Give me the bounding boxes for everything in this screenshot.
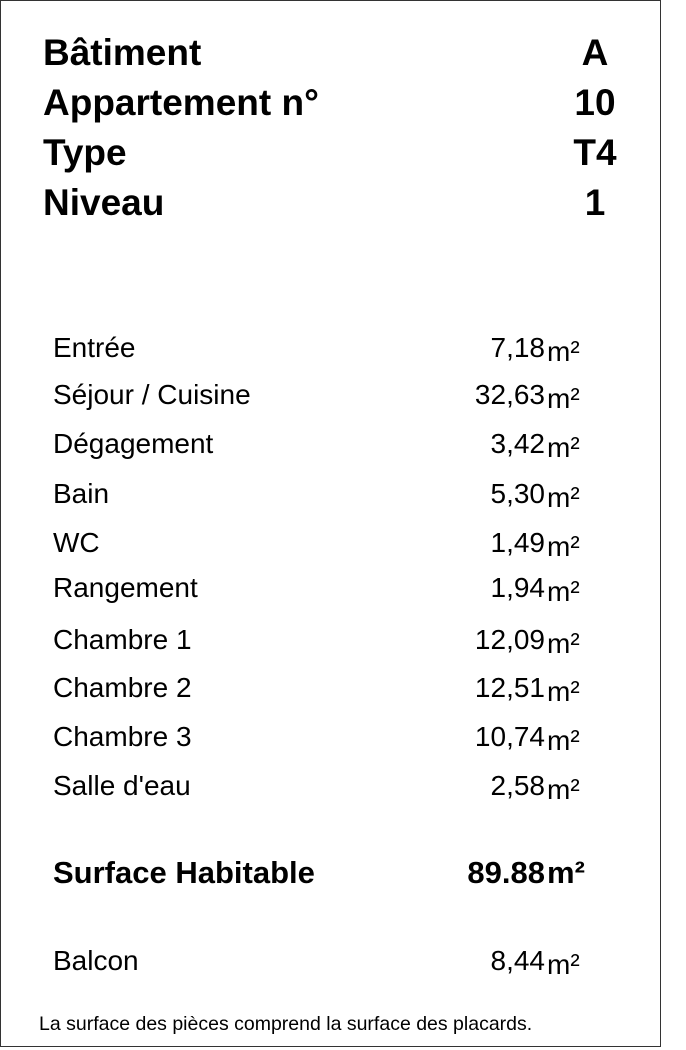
room-area-value: 12,09: [474, 624, 545, 655]
room-row-chambre-1: [53, 620, 593, 660]
type-value: T4: [573, 132, 617, 173]
level-row: [43, 178, 635, 228]
area-unit: m²: [547, 576, 580, 607]
apartment-number-row: [43, 78, 635, 128]
room-area-value: 10,74: [474, 721, 545, 752]
room-area-value: 5,30: [490, 478, 545, 509]
apartment-number-label: Appartement n°: [43, 82, 319, 123]
area-unit: m²: [547, 855, 585, 890]
room-row-chambre-3: [53, 717, 593, 757]
room-label: Dégagement: [53, 428, 214, 459]
area-unit: m²: [547, 774, 580, 805]
room-row-degagement: [53, 424, 593, 464]
room-area-value: 7,18: [490, 332, 545, 363]
room-label: Rangement: [53, 572, 198, 603]
area-unit: m²: [547, 432, 580, 463]
total-living-area-label: Surface Habitable: [53, 855, 315, 890]
area-unit: m²: [547, 336, 580, 367]
area-unit: m²: [547, 482, 580, 513]
room-label: Chambre 3: [53, 721, 192, 752]
room-area-value: 32,63: [474, 379, 545, 410]
room-label: Salle d'eau: [53, 770, 191, 801]
room-row-chambre-2: [53, 668, 593, 708]
room-label: WC: [53, 527, 100, 558]
room-label: Chambre 1: [53, 624, 192, 655]
level-label: Niveau: [43, 182, 165, 223]
building-row: [43, 28, 635, 78]
room-row-wc: [53, 523, 593, 563]
room-row-bain: [53, 474, 593, 514]
area-unit: m²: [547, 383, 580, 414]
room-row-entree: [53, 328, 593, 368]
room-area-value: 12,51: [474, 672, 545, 703]
room-label: Séjour / Cuisine: [53, 379, 251, 410]
room-row-salle-d-eau: [53, 766, 593, 806]
room-area-value: 1,49: [490, 527, 545, 558]
room-label: Chambre 2: [53, 672, 192, 703]
area-unit: m²: [547, 531, 580, 562]
balcony-label: Balcon: [53, 945, 139, 976]
room-label: Entrée: [53, 332, 136, 363]
room-area-value: 1,94: [490, 572, 545, 603]
area-unit: m²: [547, 628, 580, 659]
room-label: Bain: [53, 478, 110, 509]
balcony-area-value: 8,44: [490, 945, 545, 976]
area-unit: m²: [547, 949, 580, 980]
apartment-number-value: 10: [574, 82, 616, 123]
room-row-sejour-cuisine: [53, 375, 593, 415]
room-area-value: 2,58: [490, 770, 545, 801]
type-label: Type: [43, 132, 127, 173]
level-value: 1: [584, 182, 606, 223]
total-living-area-row: [53, 853, 593, 893]
area-unit: m²: [547, 725, 580, 756]
footnote: La surface des pièces comprend la surface des placards.: [39, 1013, 533, 1035]
building-value: A: [581, 32, 609, 73]
type-row: [43, 128, 635, 178]
area-unit: m²: [547, 676, 580, 707]
room-area-value: 3,42: [490, 428, 545, 459]
balcony-row: [53, 941, 593, 981]
total-living-area-value: 89.88: [467, 855, 545, 890]
building-label: Bâtiment: [43, 32, 202, 73]
room-row-rangement: [53, 568, 593, 608]
